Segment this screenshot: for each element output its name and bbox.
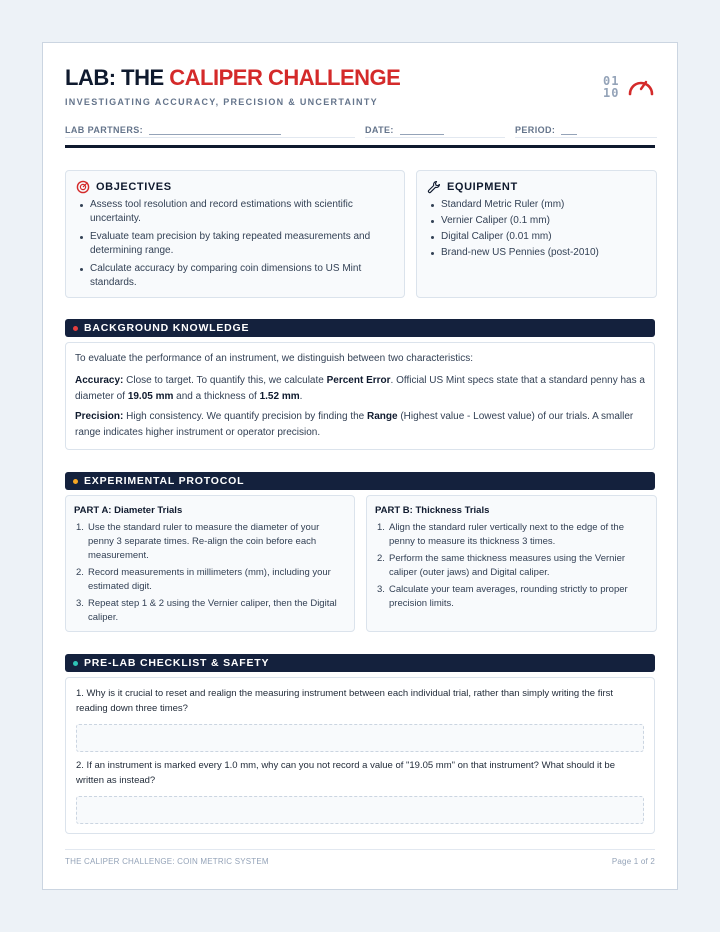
question-1: 1. Why is it crucial to reset and realign the measuring instrument between each individual trial, rather than simply writing the first reading down three times?: [76, 688, 613, 714]
question-2: 2. If an instrument is marked every 1.0 mm, why can you not record a value of "19.05 mm" on that instrument? What should it be written as instead?: [76, 760, 615, 786]
page-subtitle: INVESTIGATING ACCURACY, PRECISION & UNCERTAINTY: [65, 97, 378, 107]
date-line[interactable]: [400, 124, 444, 135]
lab-partners-field[interactable]: [65, 119, 281, 135]
title-prefix: LAB: THE: [65, 65, 170, 90]
checklist-box: [65, 677, 655, 834]
footer-divider: [65, 849, 655, 850]
lab-partners-label: LAB PARTNERS:: [65, 125, 144, 135]
accuracy-text: . Official US Mint specs state that a standard penny has a diameter of: [75, 375, 645, 402]
background-intro: To evaluate the performance of an instrument, we distinguish between two characteristics:: [75, 353, 473, 364]
period-line[interactable]: [561, 124, 577, 135]
part-b-title: PART B: Thickness Trials: [375, 505, 490, 516]
equipment-heading: [427, 180, 518, 194]
part-a-steps: [76, 521, 344, 628]
list-item: Record measurements in millimeters (mm), including your estimated digit.: [88, 567, 331, 592]
section-dot: [73, 326, 78, 331]
percent-error-term: Percent Error: [326, 375, 391, 386]
list-item: Brand-new US Pennies (post-2010): [429, 246, 646, 260]
background-box: [65, 342, 655, 450]
objectives-list: [78, 198, 392, 294]
list-item: Perform the same thickness measures using the Vernier caliper (outer jaws) and Digital caliper.: [389, 553, 626, 578]
part-b-box: [366, 495, 657, 632]
protocol-section-bar: [65, 472, 655, 490]
list-item: Calculate accuracy by comparing coin dimensions to US Mint standards.: [78, 262, 392, 290]
answer-2-field[interactable]: [76, 796, 644, 824]
list-item: Standard Metric Ruler (mm): [429, 198, 646, 212]
list-item: Evaluate team precision by taking repeated measurements and determining range.: [78, 230, 392, 258]
precision-text: High consistency. We quantify precision by finding the: [123, 411, 368, 422]
objectives-heading: [76, 180, 172, 194]
list-item: Use the standard ruler to measure the diameter of your penny 3 separate times. Re-align the coin before each measurement.: [88, 522, 320, 561]
field-divider: [515, 137, 657, 138]
accuracy-text: and a thickness of: [173, 391, 260, 402]
diameter-value: 19.05 mm: [127, 391, 174, 402]
accuracy-text: .: [299, 391, 303, 402]
background-title: BACKGROUND KNOWLEDGE: [84, 322, 250, 334]
worksheet-page: [42, 42, 678, 890]
period-field[interactable]: [515, 119, 577, 135]
list-item: Assess tool resolution and record estimations with scientific uncertainty.: [78, 198, 392, 226]
checklist-title: PRE-LAB CHECKLIST & SAFETY: [84, 657, 270, 669]
list-item: Digital Caliper (0.01 mm): [429, 230, 646, 244]
period-label: PERIOD:: [515, 125, 556, 135]
header-logo: [595, 73, 655, 103]
part-a-box: [65, 495, 355, 632]
section-dot: [73, 479, 78, 484]
date-field[interactable]: [365, 119, 444, 135]
accuracy-paragraph: [75, 373, 645, 405]
student-info-fields: [65, 119, 655, 135]
precision-paragraph: [75, 409, 645, 441]
checklist-section-bar: [65, 654, 655, 672]
page-title: [65, 65, 400, 91]
gauge-icon: [627, 73, 655, 97]
precision-text: (Highest value - Lowest value) of our trials. A smaller range indicates higher instrument or operator precision.: [75, 411, 634, 438]
header-rule: [65, 145, 655, 148]
date-label: DATE:: [365, 125, 394, 135]
lab-partners-line[interactable]: [149, 124, 281, 135]
range-term: Range: [367, 411, 398, 422]
background-section-bar: [65, 319, 655, 337]
binary-bits: [603, 75, 619, 99]
field-divider: [365, 137, 505, 138]
answer-1-field[interactable]: [76, 724, 644, 752]
list-item: Calculate your team averages, rounding strictly to proper precision limits.: [389, 584, 628, 609]
page-number: Page 1 of 2: [611, 857, 655, 866]
list-item: Repeat step 1 & 2 using the Vernier caliper, then the Digital caliper.: [88, 598, 337, 623]
bits-bottom: 10: [603, 86, 620, 100]
title-accent: CALIPER CHALLENGE: [169, 65, 401, 90]
accuracy-text: Close to target. To quantify this, we calculate: [123, 375, 327, 386]
protocol-title: EXPERIMENTAL PROTOCOL: [84, 475, 245, 487]
equipment-title: EQUIPMENT: [447, 181, 518, 193]
accuracy-term: Accuracy:: [75, 375, 124, 386]
objectives-title: OBJECTIVES: [96, 181, 172, 193]
part-b-steps: [377, 521, 646, 614]
footer-title: THE CALIPER CHALLENGE: COIN METRIC SYSTEM: [65, 857, 269, 866]
bits-top: 01: [603, 74, 620, 88]
thickness-value: 1.52 mm: [259, 391, 300, 402]
equipment-card: [416, 170, 657, 298]
part-a-title: PART A: Diameter Trials: [74, 505, 183, 516]
section-dot: [73, 661, 78, 666]
objectives-card: [65, 170, 405, 298]
target-icon: [76, 180, 90, 194]
precision-term: Precision:: [75, 411, 124, 422]
field-divider: [65, 137, 355, 138]
list-item: Align the standard ruler vertically next to the edge of the penny to measure its thickness 3 times.: [389, 522, 624, 547]
equipment-list: [429, 198, 646, 262]
list-item: Vernier Caliper (0.1 mm): [429, 214, 646, 228]
wrench-icon: [427, 180, 441, 194]
